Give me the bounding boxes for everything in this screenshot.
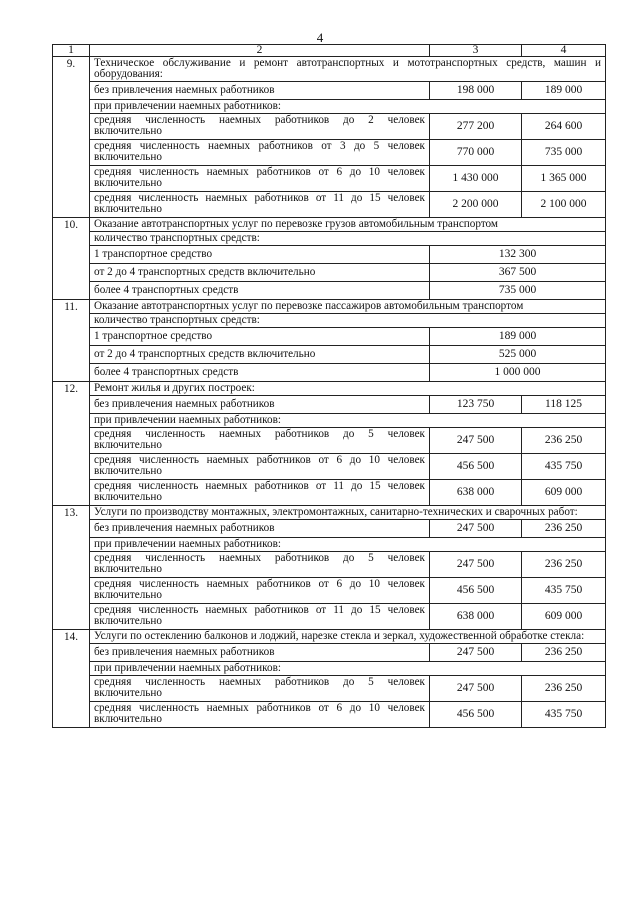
table-row <box>53 396 606 414</box>
row-label: средняя численность наемных работников до 5 человек включительно <box>90 552 430 578</box>
section-title: Услуги по остеклению балконов и лоджий, нарезке стекла и зеркал, художественной обработке стекла: <box>90 630 606 644</box>
table-row <box>53 604 606 630</box>
row-label: более 4 транспортных средств <box>90 364 430 382</box>
row-value-col3: 198 000 <box>430 82 522 100</box>
row-value-col4: 609 000 <box>522 604 606 630</box>
row-label: при привлечении наемных работников: <box>90 538 606 552</box>
row-label: без привлечения наемных работников <box>90 644 430 662</box>
row-label: средняя численность наемных работников до 2 человек включительно <box>90 114 430 140</box>
section-title: Оказание автотранспортных услуг по перевозке пассажиров автомобильным транспортом <box>90 300 606 314</box>
section-title-row <box>53 506 606 520</box>
row-value-col4: 236 250 <box>522 552 606 578</box>
page-number: 4 <box>316 30 324 45</box>
row-value-col4: 735 000 <box>522 140 606 166</box>
row-label: средняя численность наемных работников от 3 до 5 человек включительно <box>90 140 430 166</box>
table-row <box>53 578 606 604</box>
row-label: без привлечения наемных работников <box>90 82 430 100</box>
rates-table-body <box>53 45 606 728</box>
row-value-col4: 1 365 000 <box>522 166 606 192</box>
row-value-col3: 1 430 000 <box>430 166 522 192</box>
row-value-col3: 277 200 <box>430 114 522 140</box>
table-row <box>53 192 606 218</box>
table-row <box>53 364 606 382</box>
table-row <box>53 414 606 428</box>
row-value-col4: 236 250 <box>522 520 606 538</box>
table-row <box>53 82 606 100</box>
section-title: Услуги по производству монтажных, электромонтажных, санитарно-технических и сварочных работ: <box>90 506 606 520</box>
row-label: средняя численность наемных работников от 11 до 15 человек включительно <box>90 192 430 218</box>
header-col-3: 3 <box>430 45 522 57</box>
table-row <box>53 346 606 364</box>
row-value-merged: 1 000 000 <box>430 364 606 382</box>
row-label: средняя численность наемных работников от 11 до 15 человек включительно <box>90 480 430 506</box>
row-value-merged: 189 000 <box>430 328 606 346</box>
row-label: средняя численность наемных работников от 6 до 10 человек включительно <box>90 578 430 604</box>
section-number: 11. <box>53 300 90 382</box>
row-value-col3: 456 500 <box>430 454 522 480</box>
row-value-col3: 247 500 <box>430 552 522 578</box>
row-value-col4: 236 250 <box>522 676 606 702</box>
section-title-row <box>53 57 606 82</box>
table-row <box>53 314 606 328</box>
row-label: без привлечения наемных работников <box>90 520 430 538</box>
table-row <box>53 480 606 506</box>
row-label: средняя численность наемных работников от 6 до 10 человек включительно <box>90 166 430 192</box>
row-value-col4: 2 100 000 <box>522 192 606 218</box>
section-title-row <box>53 382 606 396</box>
row-value-col4: 189 000 <box>522 82 606 100</box>
row-value-col4: 236 250 <box>522 644 606 662</box>
table-row <box>53 140 606 166</box>
table-row <box>53 552 606 578</box>
table-row <box>53 100 606 114</box>
row-value-merged: 735 000 <box>430 282 606 300</box>
row-label: при привлечении наемных работников: <box>90 662 606 676</box>
table-row <box>53 520 606 538</box>
table-row <box>53 644 606 662</box>
row-label: средняя численность наемных работников до 5 человек включительно <box>90 428 430 454</box>
row-value-col4: 435 750 <box>522 578 606 604</box>
header-row <box>53 45 606 57</box>
table-row <box>53 662 606 676</box>
table-row <box>53 264 606 282</box>
row-value-col4: 609 000 <box>522 480 606 506</box>
row-value-col4: 435 750 <box>522 702 606 728</box>
row-label: более 4 транспортных средств <box>90 282 430 300</box>
section-number: 14. <box>53 630 90 728</box>
row-value-col3: 247 500 <box>430 520 522 538</box>
header-col-2: 2 <box>90 45 430 57</box>
row-label: средняя численность наемных работников от 11 до 15 человек включительно <box>90 604 430 630</box>
row-label: средняя численность наемных работников до 5 человек включительно <box>90 676 430 702</box>
row-value-col4: 435 750 <box>522 454 606 480</box>
row-value-col3: 638 000 <box>430 604 522 630</box>
table-row <box>53 166 606 192</box>
section-title-row <box>53 218 606 232</box>
row-value-col3: 247 500 <box>430 676 522 702</box>
row-label: без привлечения наемных работников <box>90 396 430 414</box>
table-row <box>53 538 606 552</box>
row-label: средняя численность наемных работников от 6 до 10 человек включительно <box>90 702 430 728</box>
table-row <box>53 454 606 480</box>
row-value-col4: 264 600 <box>522 114 606 140</box>
row-label: от 2 до 4 транспортных средств включительно <box>90 346 430 364</box>
table-row <box>53 428 606 454</box>
table-row <box>53 702 606 728</box>
row-label: при привлечении наемных работников: <box>90 414 606 428</box>
row-value-col3: 638 000 <box>430 480 522 506</box>
section-title-row <box>53 630 606 644</box>
table-row <box>53 232 606 246</box>
rates-table <box>52 44 606 728</box>
row-value-col3: 770 000 <box>430 140 522 166</box>
section-title: Техническое обслуживание и ремонт автотранспортных и мототранспортных средств, машин и оборудования: <box>90 57 606 82</box>
section-number: 10. <box>53 218 90 300</box>
row-value-col3: 123 750 <box>430 396 522 414</box>
section-title: Ремонт жилья и других построек: <box>90 382 606 396</box>
row-label: 1 транспортное средство <box>90 246 430 264</box>
header-col-1: 1 <box>53 45 90 57</box>
table-row <box>53 114 606 140</box>
row-value-col3: 2 200 000 <box>430 192 522 218</box>
row-value-col3: 247 500 <box>430 644 522 662</box>
table-row <box>53 328 606 346</box>
header-col-4: 4 <box>522 45 606 57</box>
row-label: от 2 до 4 транспортных средств включительно <box>90 264 430 282</box>
row-value-merged: 525 000 <box>430 346 606 364</box>
table-row <box>53 246 606 264</box>
table-row <box>53 282 606 300</box>
section-title-row <box>53 300 606 314</box>
row-value-col4: 236 250 <box>522 428 606 454</box>
row-label: количество транспортных средств: <box>90 232 606 246</box>
row-label: при привлечении наемных работников: <box>90 100 606 114</box>
section-title: Оказание автотранспортных услуг по перевозке грузов автомобильным транспортом <box>90 218 606 232</box>
row-value-col4: 118 125 <box>522 396 606 414</box>
row-value-merged: 132 300 <box>430 246 606 264</box>
section-number: 12. <box>53 382 90 506</box>
section-number: 9. <box>53 57 90 218</box>
row-label: количество транспортных средств: <box>90 314 606 328</box>
table-row <box>53 676 606 702</box>
row-value-col3: 247 500 <box>430 428 522 454</box>
row-value-col3: 456 500 <box>430 702 522 728</box>
row-label: средняя численность наемных работников от 6 до 10 человек включительно <box>90 454 430 480</box>
row-value-merged: 367 500 <box>430 264 606 282</box>
section-number: 13. <box>53 506 90 630</box>
row-value-col3: 456 500 <box>430 578 522 604</box>
row-label: 1 транспортное средство <box>90 328 430 346</box>
